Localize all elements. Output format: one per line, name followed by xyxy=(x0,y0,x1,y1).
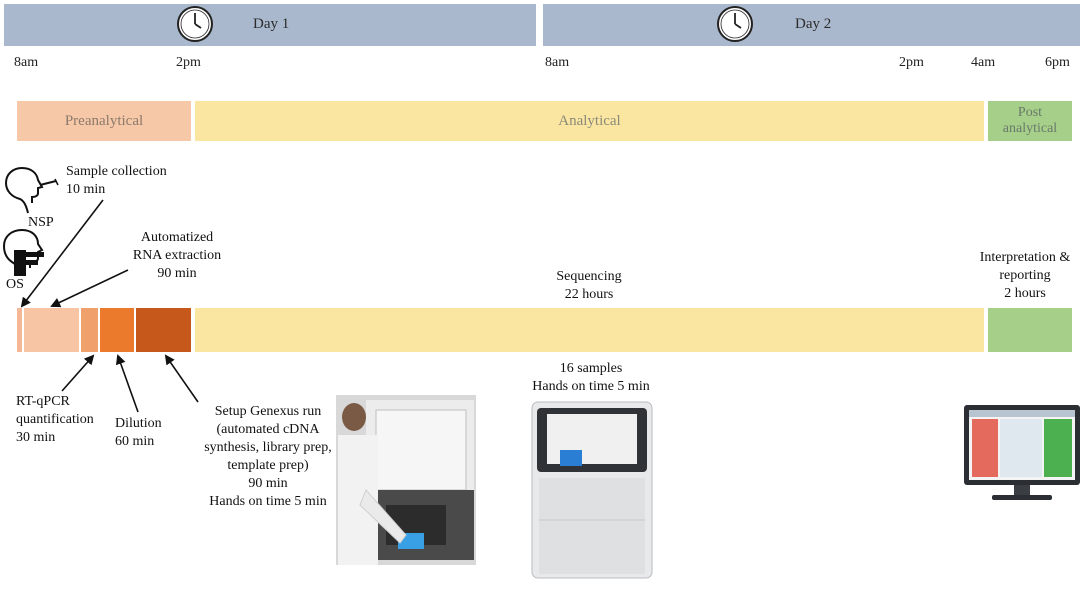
rna-extraction-label: Automatized RNA extraction 90 min xyxy=(132,230,222,281)
phase-label: Preanalytical xyxy=(64,112,144,129)
phase-label: Post analytical xyxy=(1002,105,1058,136)
rtqpcr-label: RT-qPCR quantification 30 min xyxy=(16,394,94,445)
sequencing-label: Sequencing 22 hours xyxy=(556,269,622,302)
sequencer-image xyxy=(527,400,657,580)
monitor-image xyxy=(962,403,1082,503)
interpretation-label: Interpretation & reporting 2 hours xyxy=(979,250,1071,301)
time-label: 8am xyxy=(14,55,39,70)
arrow xyxy=(22,200,103,306)
day-2-label: Day 2 xyxy=(795,16,832,32)
time-label: 2pm xyxy=(176,55,201,70)
phase-label: Analytical xyxy=(558,112,621,129)
arrow xyxy=(166,356,198,402)
day-1-label: Day 1 xyxy=(253,16,290,32)
arrow xyxy=(52,270,128,306)
samples-label: 16 samples Hands on time 5 min xyxy=(532,361,650,394)
dilution-label: Dilution 60 min xyxy=(115,416,162,449)
time-label: 2pm xyxy=(899,55,924,70)
time-label: 4am xyxy=(971,55,996,70)
arrow xyxy=(118,356,138,412)
nsp-label: NSP xyxy=(28,215,54,230)
time-label: 8am xyxy=(545,55,570,70)
os-label: OS xyxy=(6,277,24,292)
time-label: 6pm xyxy=(1045,55,1070,70)
setup-label: Setup Genexus run (automated cDNA synthesis, library prep, template prep) 90 min Hands on time 5 min xyxy=(204,404,332,509)
sample-collection-label: Sample collection 10 min xyxy=(66,164,167,197)
arrow xyxy=(62,356,93,391)
lab-worker-photo xyxy=(336,395,476,565)
